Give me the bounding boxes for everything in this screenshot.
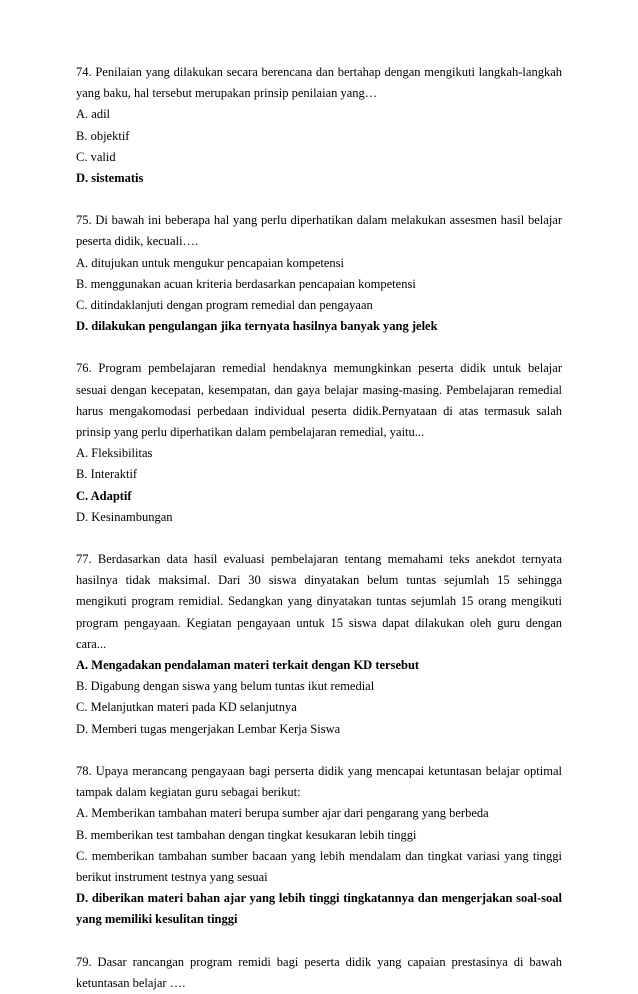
option-b: B. Digabung dengan siswa yang belum tuntas ikut remedial (76, 679, 375, 694)
question-77 (76, 549, 562, 740)
question-76 (76, 358, 562, 528)
question-stem: 77. Berdasarkan data hasil evaluasi pembelajaran tentang memahami teks anekdot ternyata hasilnya tidak maksimal. Dari 30 siswa dinyatakan belum tuntas sejumlah 15 sehingga mengikuti program remidial. Sedangkan yang dinyatakan tuntas sejumlah 15 orang mengikuti program pengayaan. Kegiatan pengayaan untuk 15 siswa dapat dilakukan oleh guru dengan cara... (76, 552, 562, 651)
option-c-answer: C. Adaptif (76, 488, 132, 503)
option-a: A. adil (76, 107, 111, 122)
option-b: B. objektif (76, 128, 130, 143)
option-b: B. menggunakan acuan kriteria berdasarkan pencapaian kompetensi (76, 276, 416, 291)
option-d: D. Memberi tugas mengerjakan Lembar Kerja Siswa (76, 721, 341, 736)
question-stem: 79. Dasar rancangan program remidi bagi peserta didik yang capaian prestasinya di bawah ketuntasan belajar …. (76, 954, 562, 990)
option-b: B. Interaktif (76, 467, 138, 482)
option-c: C. valid (76, 149, 116, 164)
option-a: A. ditujukan untuk mengukur pencapaian kompetensi (76, 255, 344, 270)
option-a: A. Fleksibilitas (76, 446, 153, 461)
option-a: A. Memberikan tambahan materi berupa sumber ajar dari pengarang yang berbeda (76, 806, 489, 821)
question-74 (76, 62, 562, 189)
option-c: C. memberikan tambahan sumber bacaan yang lebih mendalam dan tingkat variasi yang tinggi berikut instrument testnya yang sesuai (76, 848, 562, 884)
option-d-answer: D. sistematis (76, 171, 144, 186)
option-d-answer: D. diberikan materi bahan ajar yang lebih tinggi tingkatannya dan mengerjakan soal-soal yang memiliki kesulitan tinggi (76, 891, 562, 927)
question-78 (76, 761, 562, 931)
question-stem: 76. Program pembelajaran remedial hendaknya memungkinkan peserta didik untuk belajar sesuai dengan kecepatan, kesempatan, dan gaya belajar masing-masing. Pembelajaran remedial harus mengakomodasi perbedaan individual peserta didik.Pernyataan di atas termasuk salah prinsip yang perlu diperhatikan dalam pembelajaran remedial, yaitu... (76, 361, 562, 440)
option-d-answer: D. dilakukan pengulangan jika ternyata hasilnya banyak yang jelek (76, 319, 438, 334)
question-stem: 75. Di bawah ini beberapa hal yang perlu diperhatikan dalam melakukan assesmen hasil belajar peserta didik, kecuali…. (76, 213, 562, 249)
option-b: B. memberikan test tambahan dengan tingkat kesukaran lebih tinggi (76, 827, 417, 842)
question-79 (76, 952, 562, 994)
option-c: C. ditindaklanjuti dengan program remedial dan pengayaan (76, 298, 373, 313)
option-c: C. Melanjutkan materi pada KD selanjutnya (76, 700, 297, 715)
question-75 (76, 210, 562, 337)
question-stem: 74. Penilaian yang dilakukan secara berencana dan bertahap dengan mengikuti langkah-langkah yang baku, hal tersebut merupakan prinsip penilaian yang… (76, 65, 562, 101)
question-stem: 78. Upaya merancang pengayaan bagi perserta didik yang mencapai ketuntasan belajar optimal tampak dalam kegiatan guru sebagai berikut: (76, 763, 562, 800)
option-d: D. Kesinambungan (76, 509, 173, 524)
option-a-answer: A. Mengadakan pendalaman materi terkait dengan KD tersebut (76, 658, 420, 673)
